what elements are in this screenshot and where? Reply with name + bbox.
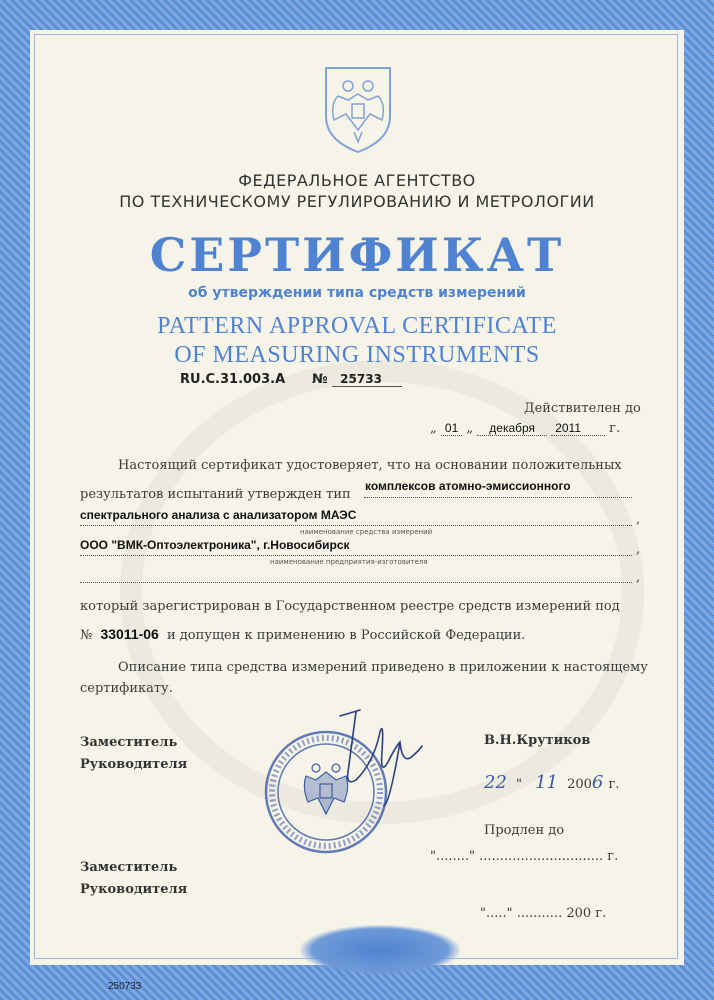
number-label: № (312, 372, 328, 387)
validity-year: 2011 (551, 421, 605, 436)
registry-number-row (80, 626, 525, 643)
validity-date (430, 421, 620, 436)
bottom-ornament (300, 925, 460, 975)
certificate-title: СЕРТИФИКАТ (149, 228, 565, 282)
signatory-2-position-line-2: Руководителя (80, 882, 188, 897)
instrument-caption: наименование средства измерений (300, 528, 433, 536)
russian-coat-of-arms-icon (318, 64, 398, 154)
english-title-line-2: OF MEASURING INSTRUMENTS (174, 342, 540, 368)
validity-quote-close: „ (466, 421, 474, 436)
instrument-name-part-2: спектрального анализа с анализатором МАЭС (80, 508, 357, 522)
signatory-1-year-digit: 6 (591, 772, 604, 793)
signatory-1-position-line-2: Руководителя (80, 757, 188, 772)
registry-number: 33011-06 (100, 626, 159, 642)
validity-suffix: г. (609, 421, 621, 436)
registry-number-label: № (80, 628, 93, 643)
date-separator: " (516, 777, 522, 792)
agency-line-2: ПО ТЕХНИЧЕСКОМУ РЕГУЛИРОВАНИЮ И МЕТРОЛОГИИ (119, 192, 595, 211)
footer-serial-number: 250733 (108, 981, 142, 992)
comma: , (636, 570, 641, 585)
certificate-subtitle: об утверждении типа средств измерений (188, 285, 526, 301)
extended-label: Продлен до (484, 823, 565, 838)
signatory-1-date (484, 772, 619, 793)
comma: , (636, 512, 641, 527)
signatory-2-position-line-1: Заместитель (80, 860, 178, 875)
signatory-1-position-line-1: Заместитель (80, 735, 178, 750)
validity-label: Действителен до (524, 401, 641, 416)
certificate-number: 25733 (332, 372, 402, 387)
signatory-1-position (80, 732, 187, 776)
body-line-2: результатов испытаний утвержден тип (80, 487, 351, 502)
dotted-line (80, 582, 632, 583)
instrument-name-part-1: комплексов атомно-эмиссионного (365, 479, 571, 493)
description-line-1: Описание типа средства измерений приведено в приложении к настоящему (118, 660, 648, 675)
manufacturer-caption: наименование предприятия-изготовителя (270, 558, 428, 566)
signatory-1-day: 22 (484, 772, 507, 793)
signatory-2-date: "....." ........... 200 г. (480, 906, 607, 921)
signatory-1-date-suffix: г. (608, 777, 620, 792)
comma: , (636, 542, 641, 557)
validity-day: 01 (441, 421, 462, 436)
extended-date: "........" .............................. г. (430, 849, 619, 864)
dotted-line (364, 497, 632, 498)
registry-tail: и допущен к применению в Российской Федерации. (167, 628, 526, 643)
agency-name (0, 170, 714, 212)
signatory-2-position (80, 857, 187, 901)
handwritten-signature-icon (330, 702, 450, 812)
registration-code: RU.C.31.003.A (180, 372, 286, 387)
dotted-line (80, 525, 632, 526)
signatory-1-name: В.Н.Крутиков (484, 733, 591, 748)
signatory-1-year-prefix: 200 (567, 777, 592, 792)
signatory-1-month: 11 (535, 772, 558, 793)
validity-month: декабря (477, 421, 547, 436)
agency-line-1: ФЕДЕРАЛЬНОЕ АГЕНТСТВО (238, 171, 476, 190)
english-title-line-1: PATTERN APPROVAL CERTIFICATE (157, 313, 557, 339)
certificate-number-row (312, 372, 402, 387)
manufacturer-name: ООО "ВМК-Оптоэлектроника", г.Новосибирск (80, 538, 350, 552)
dotted-line (80, 555, 632, 556)
body-line-1: Настоящий сертификат удостоверяет, что на основании положительных (118, 458, 622, 473)
validity-quote-open: „ (430, 421, 437, 436)
description-line-2: сертификату. (80, 681, 173, 696)
registry-line: который зарегистрирован в Государственном реестре средств измерений под (80, 599, 620, 614)
